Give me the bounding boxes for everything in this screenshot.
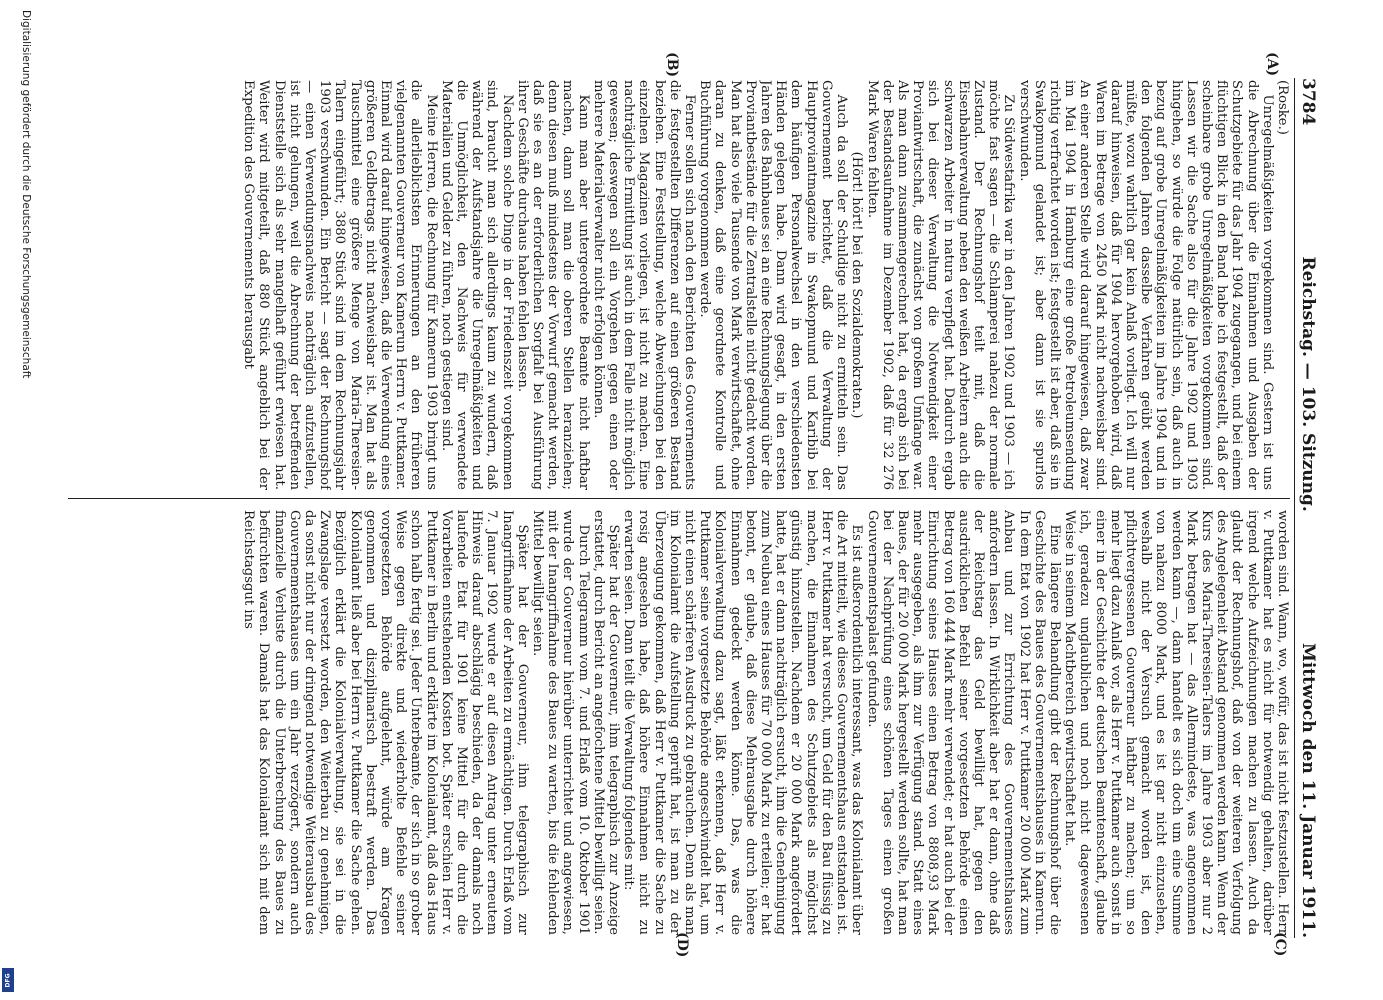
quoted-paragraph: Durch Telegramm vom 7. und Erlaß vom 10. Oktober 1901 wurde der Gouverneur hierüber unterrichtet und angewiesen, mit der Inangriffnahme des Baues zu warten, bis die fehlenden Mittel bewilligt seien.: [530, 510, 591, 935]
session-title: Reichstag. — 103. Sitzung.: [1298, 256, 1318, 512]
session-date: Mittwoch den 11. Januar 1911.: [1298, 643, 1318, 938]
paragraph: Es ist außerordentlich interessant, was das Kolonialamt über die Art mitteilt, wie dieses Gouvernementshaus entstanden ist. Herr v. Puttkamer hat versucht, um Geld für den Bau flüssig zu machen, die Einnahmen des Schutzgebiets als möglichst günstig hinzustellen. Nachdem er 20 000 Mark angefordert hatte, hat er dann nachträglich ersucht, ihm die Genehmigung zum Neubau eines Hauses für 70 000 Mark zu erteilen; er hat betont, er glaube, daß diese Mehrausgabe durch höhere Einnahmen gedeckt werden könne. Das, was die Kolonialverwaltung dazu sagt, läßt erkennen, daß Herr v. Puttkamer seine vorgesetzte Behörde angeschwindelt hat, um nicht einen schärferen Ausdruck zu gebrauchen. Denn als man im Kolonialamt die Aufstellung geprüft hat, ist man zu der Überzeugung gekommen, daß Herr v. Puttkamer die Sache zu rosig angesehen habe, daß höhere Einnahmen nicht zu erwarten seien. Dann teilt die Verwaltung folgendes mit:: [621, 510, 865, 935]
margin-mark-a: (A): [1264, 52, 1280, 77]
paragraph: Später hat der Gouverneur, ihm telegraphisch zur Inangriffnahme der Arbeiten zu ermächtigen. Durch Erlaß vom 7. Januar 1902 wurde er auf diesen Antrag unter erneutem Hinweis darauf abschlägig beschieden, da der damals noch laufende Etat für 1901 keine Mittel für die durch die Vorarbeiten entstehenden Kosten bot. Später erschien Herr v. Puttkamer in Berlin und erklärte im Kolonialamt, daß das Haus schon halb fertig sei. Jeder Unterbeamte, der sich in so grober Weise gegen direkte und wiederholte Befehle seiner vorgesetzten Behörde aufgelehnt, würde am Kragen genommen und disziplinarisch bestraft werden. Das Kolonialamt ließ aber bei Herrn v. Puttkamer die Sache gehen. Bezüglich erklärt die Kolonialverwaltung, sie sei in die Zwangslage versetzt worden, den Weiterbau zu genehmigen, da sonst nicht nur der dringend notwendige Weiterausbau des Gouvernementshauses um ein Jahr verzögert, sondern auch finanzielle Verluste durch die Unterbrechung des Baues zu befürchten waren. Damals hat das Kolonialamt sich mit dem Reichstagsgut ins: [241, 510, 530, 935]
digitization-credit: [18, 10, 32, 990]
header-rule: [1294, 78, 1295, 938]
left-column: [75, 80, 1290, 490]
dfg-logo: DFG: [2, 968, 14, 992]
paragraph: Eine längere Behandlung gibt der Rechnungshof über die Geschichte des Baues des Gouvernementshauses in Kamerun. In dem Etat von 1902 hat Herr v. Puttkamer 20 000 Mark zum Anbau und zur Errichtung des Gouvernementshauses anfordern lassen. In Wirklichkeit aber hat er dann, ohne daß der Reichstag das Geld bewilligt hat, gegen den ausdrücklichen Befehl seiner vorgesetzten Behörde einen Betrag von 160 444 Mark mehr verwendet; er hat auch bei der Einrichtung seines Hauses einen Betrag von 8808,93 Mark mehr ausgegeben, als ihm zur Verfügung stand. Statt eines Baues, der für 20 000 Mark hergestellt werden sollte, hat man bei der Nachprüfung eines schönen Tages einen großen Gouvernementspalast gefunden.: [864, 510, 1062, 935]
credit-text: Digitalisierung gefördert durch die Deutsche Forschungsgemeinschaft: [20, 10, 32, 379]
paragraph: Nachdem solche Dinge in der Friedenszeit vorgekommen sind, braucht man sich allerdings kaum zu wundern, daß während der Aufstandsjahre die Unregelmäßigkeiten und die Unmöglichkeit, den Nachweis für verwendete Materialien und Gelder zu führen, noch gestiegen sind.: [438, 80, 515, 490]
right-column: [75, 510, 1290, 935]
interjection: (Hört! hört! bei den Sozialdemokraten.): [849, 151, 865, 419]
margin-mark-b: (B): [664, 52, 680, 78]
margin-mark-c: (C): [1272, 932, 1288, 957]
margin-mark-d: (D): [674, 932, 690, 958]
paragraph: Unregelmäßigkeiten vorgekommen sind. Gestern ist uns die Abrechnung über die Einnahmen und Ausgaben der Schutzgebiete für das Jahr 1904 zugegangen, und bei einem flüchtigen Blick in den Band habe ich festgestellt, daß der scheinbare grobe Unregelmäßigkeiten vorgekommen sind. Lassen wir die Sache also für die Jahre 1902 und 1903 hingehen, so würde die Folge natürlich sein, daß auch in bezug auf grobe Unregelmäßigkeiten im Jahre 1904 und in den folgenden Jahren dasselbe Verfahren geübt werden müßte, wozu wahrlich gar kein Anlaß vorliegt. Ich will nur darauf hinweisen, daß für 1904 hervorgehoben wird, daß Waren im Betrage von 2450 Mark nicht nachweisbar sind. An einer anderen Stelle wird darauf hingewiesen, daß zwar im Mai 1904 in Hamburg eine große Petroleumsendung richtig verfrachtet worden ist; festgestellt ist aber, daß sie in Swakopmund gelandet ist; aber dann ist sie spurlos verschwunden.: [1016, 80, 1275, 490]
speaker-name: (Roske.): [1275, 80, 1290, 135]
paragraph: Kann man aber untergeordnete Beamte nicht haftbar machen, dann soll man die oberen Stellen heranziehen; denn diesen muß mindestens der Vorwurf gemacht werden, daß sie es an der erforderlichen Sorgfalt bei Ausführung ihrer Geschäfte durchaus haben fehlen lassen.: [514, 80, 591, 490]
column-divider: [68, 498, 1290, 499]
paragraph: Auch da soll der Schuldige nicht zu ermitteln sein. Das Gouvernement berichtet, daß die Verwaltung der Hauptproviantmagazine in Swakopmund und Karibib bei dem häufigen Personalwechsel in den verschiedensten Händen gelegen habe. Dann wird gesagt, in den ersten Jahren des Bahnbaues sei an eine Rechnungslegung über die Proviantbestände für die Zentralstelle nicht gedacht worden. Man hat also viele Tausende von Mark verwirtschaftet, ohne daran zu denken, daß eine geordnete Kontrolle und Buchführung vorgenommen werde.: [697, 80, 850, 490]
paragraph: Meine Herren, die Rechnung für Kamerun 1903 bringt uns die allerlieblichsten Erinnerungen an den früheren vielgenannten Gouverneur von Kamerun Herrn v. Puttkamer. Einmal wird darauf hingewiesen, daß die Verwendung eines größeren Geldbetrags nicht nachweisbar ist. Man hat als Tauschmittel eine größere Menge von Maria-Theresien-Talern eingeführt; 3880 Stück sind im dem Rechnungsjahr 1903 verschwunden. Ein Bericht — sagt der Rechnungshof — einen Verwendungsnachweis nachträglich aufzustellen, ist nicht gelungen, weil die Abrechnung der betreffenden Dienststelle sich als sehr mangelhaft geführt erwiesen hat. Weiter wird mitgeteilt, daß 880 Stück angeblich bei der Expedition des Gouvernements herausgabt: [241, 80, 439, 490]
page-number: 3784: [1298, 78, 1318, 126]
paragraph: Später hat der Gouverneur, ihm telegraphisch zur Anzeige erstattet, durch Bericht an angefochtene Mittel bewilligt seien.: [590, 510, 622, 935]
paragraph: Ferner sollen sich nach den Berichten des Gouvernements die festgestellten Differenzen auf einen größeren Bestand beziehen. Eine Feststellung, welche Abweichungen bei den einzelnen Magazinen vorliegen, ist nicht zu machen. Eine nachträgliche Ermittlung ist auch in dem Falle nicht möglich gewesen; deswegen soll ein Vorgehen gegen einen oder mehrere Materialverwalter nicht erfolgen können.: [590, 80, 698, 490]
paragraph: worden sind. Wann, wo, wofür, das ist nicht festzustellen. Herr v. Puttkamer hat es nicht für notwendig gehalten, darüber irgend welche Aufzeichnungen machen zu lassen. Auch da glaubt der Rechnungshof, daß von der weiteren Verfolgung des Angelegenheit Abstand genommen werden kann. Wenn der Kurs des Maria-Theresien-Talers im Jahre 1903 aber nur 2 Mark betragen hat — das Allermindeste, was angenommen werden kann —, dann handelt es sich doch um eine Summe von nahezu 8000 Mark, und es ist gar nicht einzusehen, weshalb nicht der Versuch gemacht worden ist, den pflichtvergessenen Gouverneur haftbar zu machen; um so mehr liegt dazu Anlaß vor, als Herr v. Puttkamer auch sonst in einer in der Geschichte der deutschen Beamtenschaft, glaube ich, geradezu unglaublichen und noch nicht dagewesenen Weise in seinem Machtbereich gewirtschaftet hat.: [1062, 510, 1290, 935]
paragraph: Zu Südwestafrika war in den Jahren 1902 und 1903 — ich möchte fast sagen — die Schlamperei nahezu der normale Zustand. Der Rechnungshof teilt mit, daß die Eisenbahnverwaltung neben den weißen Arbeitern auch die schwarzen Arbeiter in natura verpflegt hat. Dadurch ergab sich bei dieser Verwaltung die Notwendigkeit einer Proviantwirtschaft, die zunächst von großem Umfange war. Als man dann zusammengerechnet hat, da ergab sich bei der Bestandsaufnahme im Dezember 1902, daß für 32 276 Mark Waren fehlten.: [864, 80, 1017, 490]
